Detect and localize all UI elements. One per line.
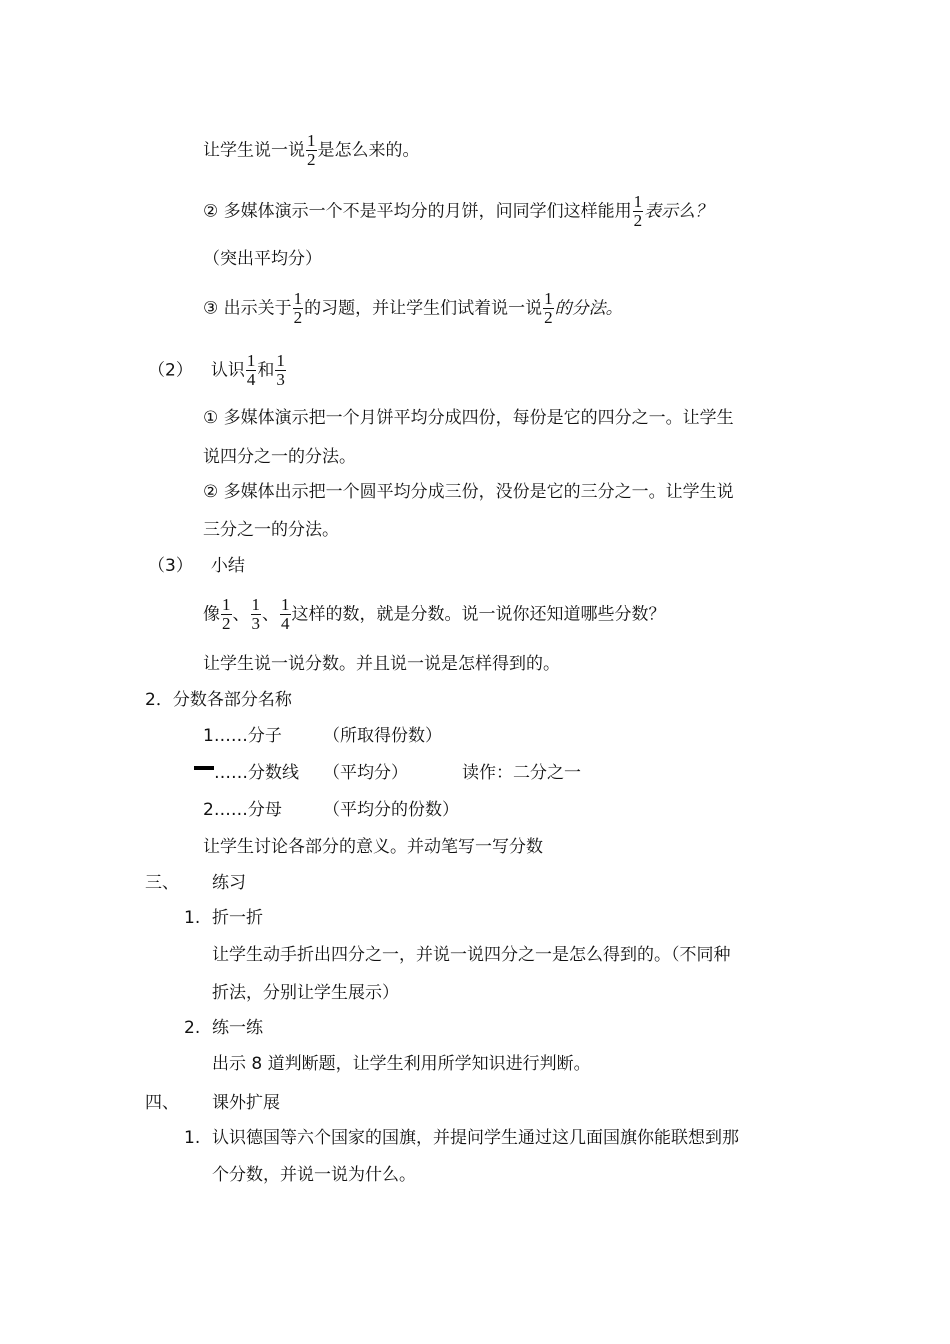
numerator: 1 bbox=[544, 289, 553, 308]
item-number: （3） bbox=[148, 556, 193, 576]
list-number: 1. bbox=[184, 1128, 201, 1148]
fraction-quarter bbox=[246, 352, 257, 389]
note: （所取得份数） bbox=[323, 726, 442, 746]
denominator: 2 bbox=[222, 613, 231, 633]
label: 2……分母 bbox=[203, 800, 282, 820]
text: ③ 出示关于 bbox=[203, 298, 292, 319]
list-number: 2. bbox=[184, 1018, 201, 1038]
numerator: 1 bbox=[307, 131, 316, 150]
section-title: 课外扩展 bbox=[212, 1093, 280, 1113]
text-line: 三分之一的分法。 bbox=[203, 520, 339, 540]
denominator: 4 bbox=[281, 613, 290, 633]
numerator: 1 bbox=[222, 595, 231, 614]
part-fraction-line bbox=[214, 765, 581, 782]
heading-sec-3 bbox=[148, 558, 245, 575]
text: ② 多媒体演示一个不是平均分的月饼，问同学们这样能用 bbox=[203, 201, 632, 222]
fraction-bar-icon bbox=[194, 766, 214, 770]
line-uneven-mooncake bbox=[203, 193, 712, 230]
fraction-third bbox=[275, 352, 286, 389]
text: 、 bbox=[232, 604, 250, 625]
text-line: ① 多媒体演示把一个月饼平均分成四份，每份是它的四分之一。让学生 bbox=[203, 408, 734, 428]
section-title: 练习 bbox=[212, 873, 246, 893]
denominator: 2 bbox=[293, 307, 303, 327]
line-explain-half bbox=[203, 132, 420, 169]
list-title: 练一练 bbox=[212, 1018, 263, 1038]
text: 小结 bbox=[210, 556, 245, 576]
denominator: 4 bbox=[246, 369, 256, 389]
section-number: 四、 bbox=[145, 1093, 179, 1113]
denominator: 2 bbox=[633, 210, 643, 230]
list-title: 折一折 bbox=[212, 908, 263, 928]
text-line: 让学生动手折出四分之一，并说一说四分之一是怎么得到的。（不同种 bbox=[212, 945, 731, 965]
label: 1……分子 bbox=[203, 726, 282, 746]
text-line: 折法，分别让学生展示） bbox=[212, 983, 399, 1003]
denominator: 2 bbox=[307, 149, 316, 169]
fraction-quarter bbox=[280, 596, 291, 633]
text-line: 让学生说一说分数。并且说一说是怎样得到的。 bbox=[203, 654, 560, 674]
fraction-third bbox=[251, 596, 262, 633]
heading-section-3 bbox=[145, 875, 246, 892]
numerator: 1 bbox=[276, 351, 285, 370]
part-denominator bbox=[203, 802, 459, 819]
extension-1 bbox=[184, 1130, 739, 1147]
text: 和 bbox=[257, 360, 275, 381]
text-line: 出示 8 道判断题，让学生利用所学知识进行判断。 bbox=[212, 1054, 591, 1074]
text-line: 让学生讨论各部分的意义。并动笔写一写分数 bbox=[203, 837, 543, 857]
exercise-2 bbox=[184, 1020, 263, 1037]
line-fraction-summary bbox=[203, 596, 666, 633]
label: ……分数线 bbox=[214, 763, 299, 783]
line-half-exercise bbox=[203, 290, 623, 327]
text: 的分法。 bbox=[554, 298, 623, 319]
section-number: 三、 bbox=[145, 873, 179, 893]
text: 的习题，并让学生们试着说一说 bbox=[304, 298, 543, 319]
text: 像 bbox=[203, 604, 220, 625]
exercise-1 bbox=[184, 910, 263, 927]
fraction-half bbox=[543, 290, 554, 327]
numerator: 1 bbox=[246, 351, 256, 370]
text: 、 bbox=[262, 604, 279, 625]
text-line: 个分数，并说一说为什么。 bbox=[212, 1165, 416, 1185]
text: 是怎么来的。 bbox=[317, 140, 420, 161]
denominator: 3 bbox=[251, 613, 260, 633]
numerator: 1 bbox=[251, 595, 260, 614]
list-number: 1. bbox=[184, 908, 201, 928]
line-emphasis: （突出平均分） bbox=[203, 249, 322, 269]
text-line: ② 多媒体出示把一个圆平均分成三份，没份是它的三分之一。让学生说 bbox=[203, 482, 734, 502]
text: 这样的数，就是分数。说一说你还知道哪些分数？ bbox=[291, 604, 666, 625]
fraction-half bbox=[633, 193, 644, 230]
numerator: 1 bbox=[281, 595, 290, 614]
text-line: 说四分之一的分法。 bbox=[203, 447, 356, 467]
numerator: 1 bbox=[633, 192, 643, 211]
heading-section-4 bbox=[145, 1095, 280, 1112]
heading-sec-2 bbox=[148, 352, 287, 389]
denominator: 3 bbox=[276, 369, 285, 389]
note: （平均分的份数） bbox=[323, 800, 459, 820]
text: 认识德国等六个国家的国旗，并提问学生通过这几面国旗你能联想到那 bbox=[212, 1128, 739, 1148]
numerator: 1 bbox=[293, 289, 303, 308]
denominator: 2 bbox=[544, 307, 553, 327]
reading: 读作：二分之一 bbox=[462, 763, 581, 783]
part-numerator bbox=[203, 728, 442, 745]
item-number: （2） bbox=[148, 360, 193, 381]
note: （平均分） bbox=[323, 763, 408, 783]
fraction-half bbox=[293, 290, 304, 327]
text: 让学生说一说 bbox=[203, 140, 305, 161]
fraction-half bbox=[221, 596, 232, 633]
fraction-half bbox=[306, 132, 317, 169]
heading-part-2: 2．分数各部分名称 bbox=[145, 690, 292, 710]
text: 认识 bbox=[210, 360, 245, 381]
text: 表示么？ bbox=[644, 201, 713, 222]
